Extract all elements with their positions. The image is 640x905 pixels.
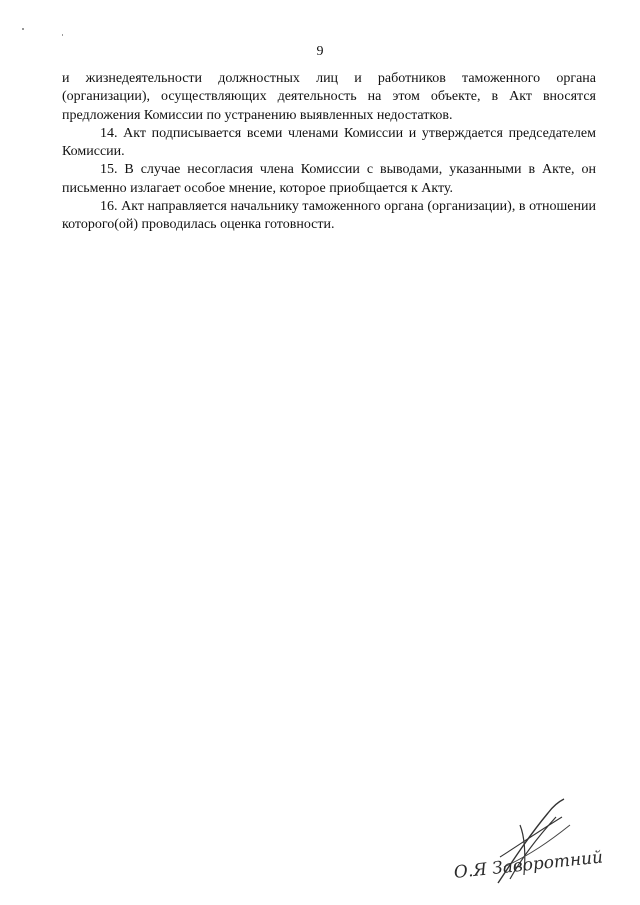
scan-speck — [22, 28, 24, 30]
paragraph-item-16: 16. Акт направляется начальнику таможенного органа (организации), в отношении которого(ой) проводилась оценка готовности. — [62, 199, 596, 233]
paragraph-item-14: 14. Акт подписывается всеми членами Комиссии и утверждается председателем Комиссии. — [62, 125, 596, 160]
handwritten-signature — [440, 795, 610, 895]
document-body — [62, 70, 596, 235]
paragraph-continuation: и жизнедеятельности должностных лиц и работников таможенного органа (организации), осуществляющих деятельность на этом объекте, в Акт вносятся предложения Комиссии по устранению выявленных недостатков. — [62, 71, 596, 123]
paragraph-item-15: 15. В случае несогласия члена Комиссии с выводами, указанными в Акте, он письменно излагает особое мнение, которое приобщается к Акту. — [62, 162, 596, 196]
scan-speck — [62, 34, 63, 36]
signature-lettering: О.Я Заворотний — [452, 847, 604, 883]
page-number: 9 — [316, 44, 324, 59]
